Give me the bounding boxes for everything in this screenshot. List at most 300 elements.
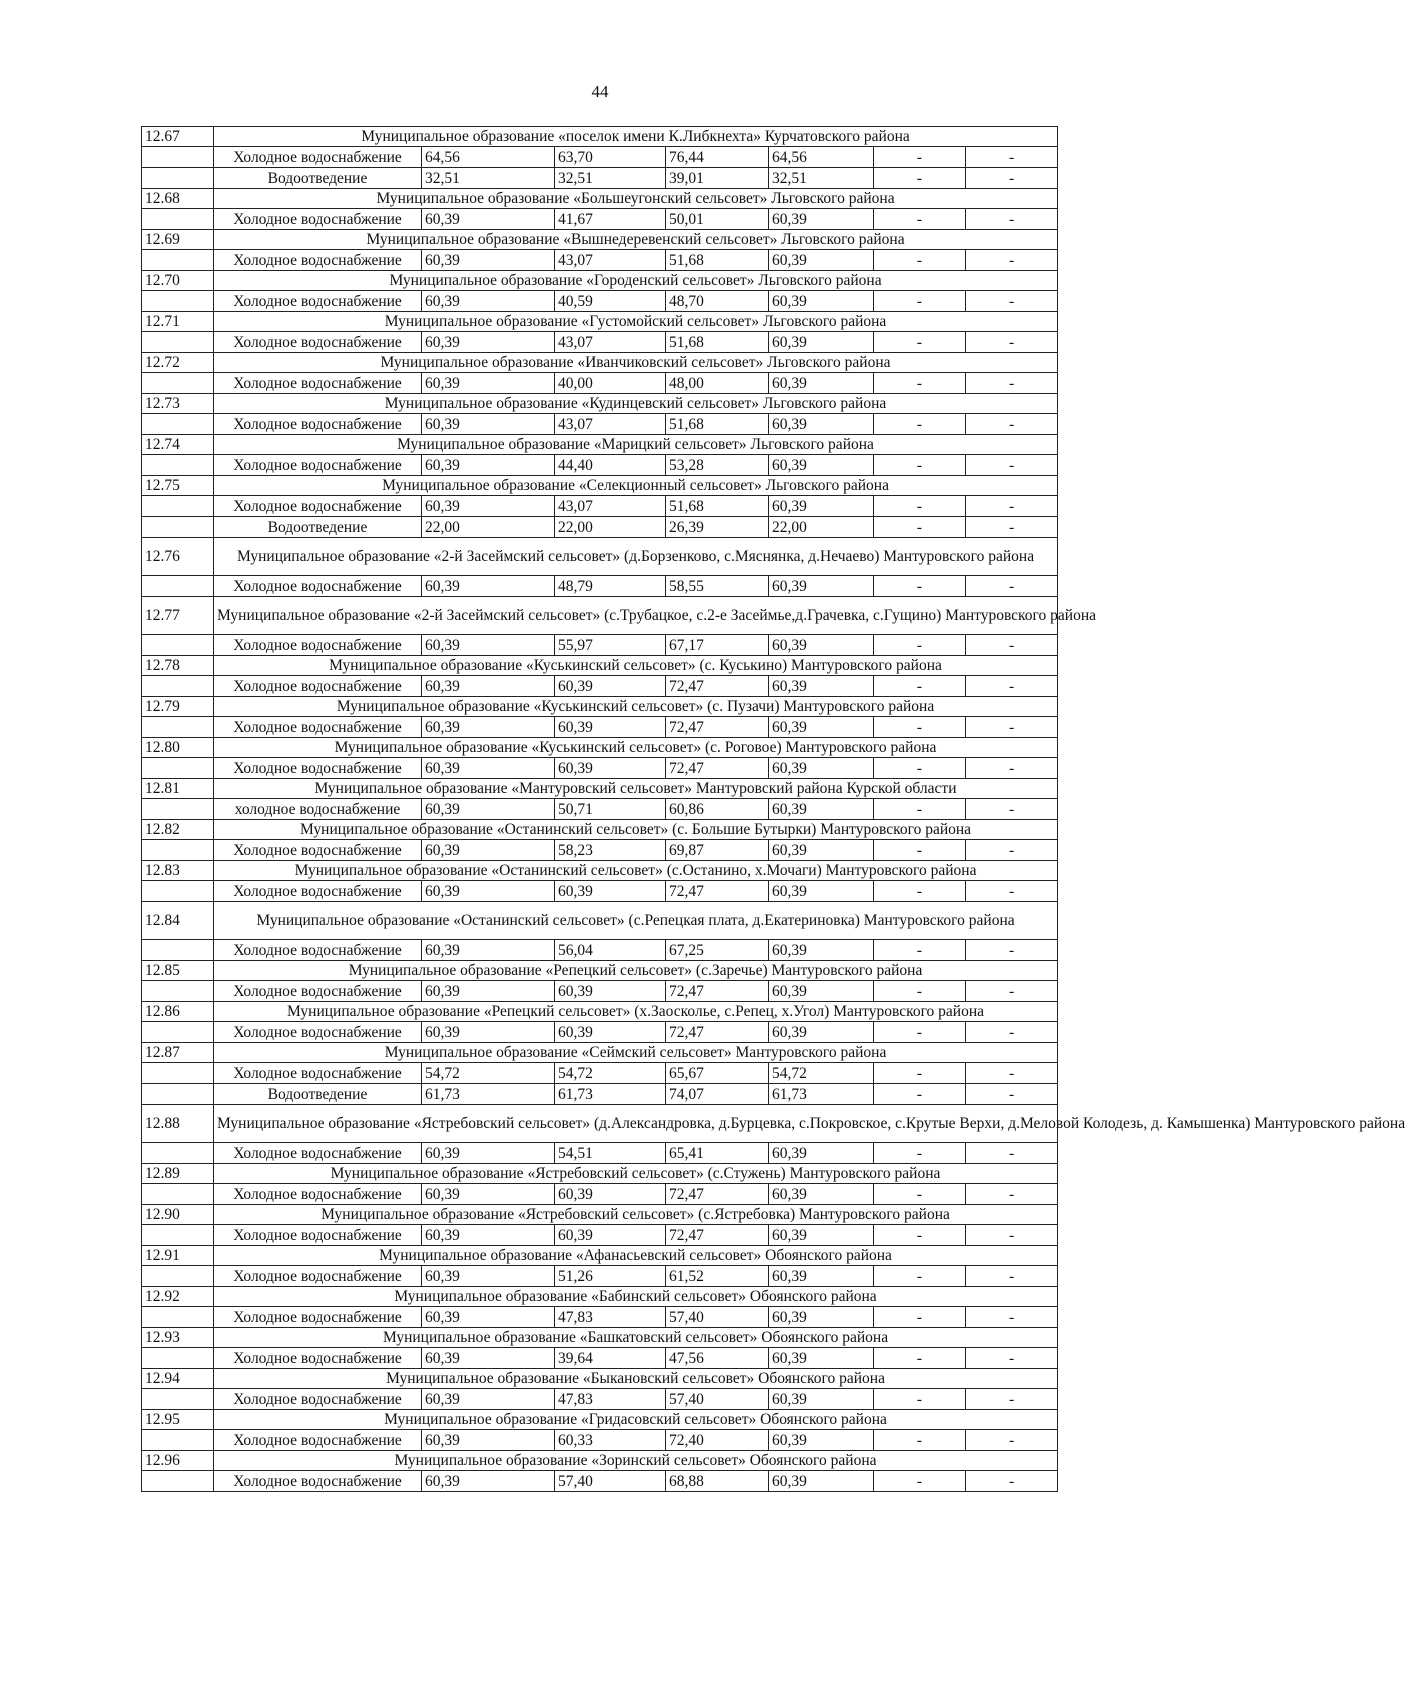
table-row bbox=[142, 1143, 1058, 1164]
empty-number-cell bbox=[142, 1307, 214, 1328]
empty-number-cell bbox=[142, 576, 214, 597]
service-name: Холодное водоснабжение bbox=[214, 676, 422, 697]
entry-title-row bbox=[142, 271, 1058, 291]
municipality-title: Муниципальное образование «Ястребовский сельсовет» (с.Ястребовка) Мантуровского района bbox=[214, 1205, 1058, 1225]
tariff-value-cell: - bbox=[874, 1022, 966, 1043]
tariff-value-cell: 67,17 bbox=[666, 635, 769, 656]
service-name: Холодное водоснабжение bbox=[214, 373, 422, 394]
tariff-value-cell: 60,33 bbox=[555, 1430, 666, 1451]
entry-number: 12.73 bbox=[142, 394, 214, 414]
tariff-value-cell: 60,39 bbox=[769, 676, 874, 697]
tariff-value-cell: 60,39 bbox=[769, 840, 874, 861]
tariff-value-cell: 50,01 bbox=[666, 209, 769, 230]
tariff-value-cell: 60,39 bbox=[422, 209, 555, 230]
entry-number: 12.67 bbox=[142, 127, 214, 147]
tariff-value-cell: 60,39 bbox=[422, 576, 555, 597]
municipality-title: Муниципальное образование «Городенский сельсовет» Льговского района bbox=[214, 271, 1058, 291]
tariff-value-cell: 76,44 bbox=[666, 147, 769, 168]
tariff-value-cell: 22,00 bbox=[422, 517, 555, 538]
tariff-value-cell: 48,00 bbox=[666, 373, 769, 394]
tariff-value-cell: 60,39 bbox=[555, 717, 666, 738]
entry-title-row bbox=[142, 189, 1058, 209]
service-name: Холодное водоснабжение bbox=[214, 291, 422, 312]
table-row bbox=[142, 1022, 1058, 1043]
entry-number: 12.78 bbox=[142, 656, 214, 676]
table-row bbox=[142, 881, 1058, 902]
entry-number: 12.72 bbox=[142, 353, 214, 373]
tariff-value-cell: 60,39 bbox=[422, 1266, 555, 1287]
tariff-value-cell: 48,70 bbox=[666, 291, 769, 312]
tariff-value-cell: 40,59 bbox=[555, 291, 666, 312]
entry-title-row bbox=[142, 1002, 1058, 1022]
entry-title-row bbox=[142, 476, 1058, 496]
tariff-value-cell: 51,68 bbox=[666, 332, 769, 353]
tariff-value-cell: - bbox=[966, 373, 1058, 394]
tariff-value-cell: - bbox=[874, 1063, 966, 1084]
empty-number-cell bbox=[142, 209, 214, 230]
municipality-title: Муниципальное образование «Ястребовский сельсовет» (с.Стужень) Мантуровского района bbox=[214, 1164, 1058, 1184]
tariff-value-cell: 60,39 bbox=[555, 981, 666, 1002]
tariff-value-cell: 58,23 bbox=[555, 840, 666, 861]
municipality-title: Муниципальное образование «Куськинский сельсовет» (с. Пузачи) Мантуровского района bbox=[214, 697, 1058, 717]
entry-number: 12.76 bbox=[142, 538, 214, 576]
municipality-title: Муниципальное образование «Репецкий сельсовет» (с.Заречье) Мантуровского района bbox=[214, 961, 1058, 981]
entry-number: 12.92 bbox=[142, 1287, 214, 1307]
tariff-value-cell: - bbox=[874, 635, 966, 656]
service-name: Холодное водоснабжение bbox=[214, 1063, 422, 1084]
service-name: Холодное водоснабжение bbox=[214, 209, 422, 230]
empty-number-cell bbox=[142, 1430, 214, 1451]
tariff-value-cell: 61,73 bbox=[555, 1084, 666, 1105]
tariff-value-cell: 63,70 bbox=[555, 147, 666, 168]
tariff-value-cell: - bbox=[966, 1184, 1058, 1205]
tariff-value-cell: - bbox=[874, 940, 966, 961]
entry-number: 12.82 bbox=[142, 820, 214, 840]
empty-number-cell bbox=[142, 1471, 214, 1492]
tariff-value-cell: 60,39 bbox=[555, 758, 666, 779]
municipality-title: Муниципальное образование «Мантуровский сельсовет» Мантуровский района Курской области bbox=[214, 779, 1058, 799]
tariff-value-cell: - bbox=[874, 799, 966, 820]
tariff-value-cell: - bbox=[874, 1084, 966, 1105]
table-row bbox=[142, 1266, 1058, 1287]
entry-title-row bbox=[142, 1328, 1058, 1348]
service-name: Холодное водоснабжение bbox=[214, 840, 422, 861]
tariff-value-cell: - bbox=[966, 147, 1058, 168]
tariff-value-cell: 39,01 bbox=[666, 168, 769, 189]
tariff-value-cell: 65,67 bbox=[666, 1063, 769, 1084]
table-row bbox=[142, 1348, 1058, 1369]
municipality-title: Муниципальное образование «Останинский сельсовет» (с.Репецкая плата, д.Екатериновка) Мантуровского района bbox=[214, 902, 1058, 940]
table-row bbox=[142, 496, 1058, 517]
entry-title-row bbox=[142, 1287, 1058, 1307]
tariff-value-cell: 72,40 bbox=[666, 1430, 769, 1451]
municipality-title: Муниципальное образование «Куськинский сельсовет» (с. Куськино) Мантуровского района bbox=[214, 656, 1058, 676]
tariff-value-cell: - bbox=[966, 1430, 1058, 1451]
tariff-value-cell: 64,56 bbox=[769, 147, 874, 168]
municipality-title: Муниципальное образование «Останинский сельсовет» (с.Останино, х.Мочаги) Мантуровского района bbox=[214, 861, 1058, 881]
tariff-value-cell: 69,87 bbox=[666, 840, 769, 861]
service-name: Холодное водоснабжение bbox=[214, 981, 422, 1002]
empty-number-cell bbox=[142, 332, 214, 353]
empty-number-cell bbox=[142, 1348, 214, 1369]
tariff-value-cell: 53,28 bbox=[666, 455, 769, 476]
tariff-value-cell: - bbox=[966, 1022, 1058, 1043]
tariff-value-cell: 32,51 bbox=[555, 168, 666, 189]
entry-number: 12.84 bbox=[142, 902, 214, 940]
municipality-title: Муниципальное образование «Густомойский сельсовет» Льговского района bbox=[214, 312, 1058, 332]
tariff-value-cell: 57,40 bbox=[555, 1471, 666, 1492]
tariff-value-cell: - bbox=[966, 635, 1058, 656]
table-row bbox=[142, 1389, 1058, 1410]
tariff-value-cell: - bbox=[966, 1063, 1058, 1084]
tariff-value-cell: 60,39 bbox=[555, 1225, 666, 1246]
tariff-value-cell: 32,51 bbox=[769, 168, 874, 189]
tariff-value-cell: - bbox=[966, 209, 1058, 230]
entry-number: 12.88 bbox=[142, 1105, 214, 1143]
municipality-title: Муниципальное образование «Куськинский сельсовет» (с. Роговое) Мантуровского района bbox=[214, 738, 1058, 758]
empty-number-cell bbox=[142, 455, 214, 476]
tariff-value-cell: 22,00 bbox=[769, 517, 874, 538]
tariff-value-cell: 22,00 bbox=[555, 517, 666, 538]
table-row bbox=[142, 758, 1058, 779]
tariff-value-cell: - bbox=[966, 250, 1058, 271]
tariff-value-cell: 60,39 bbox=[422, 676, 555, 697]
tariff-value-cell: 60,39 bbox=[422, 1389, 555, 1410]
municipality-title: Муниципальное образование «Ястребовский сельсовет» (д.Александровка, д.Бурцевка, с.Покровское, с.Крутые Верхи, д.Меловой Колодезь, д. Камышенка) Мантуровского района bbox=[214, 1105, 1058, 1143]
tariff-value-cell: 60,39 bbox=[769, 981, 874, 1002]
tariff-value-cell: 55,97 bbox=[555, 635, 666, 656]
tariff-value-cell: - bbox=[874, 1307, 966, 1328]
tariff-value-cell: 32,51 bbox=[422, 168, 555, 189]
table-row bbox=[142, 1471, 1058, 1492]
municipality-title: Муниципальное образование «Марицкий сельсовет» Льговского района bbox=[214, 435, 1058, 455]
tariff-value-cell: 60,39 bbox=[555, 1022, 666, 1043]
table-row bbox=[142, 676, 1058, 697]
tariff-value-cell: - bbox=[966, 758, 1058, 779]
tariff-value-cell: 60,39 bbox=[769, 1471, 874, 1492]
service-name: Холодное водоснабжение bbox=[214, 940, 422, 961]
table-row bbox=[142, 517, 1058, 538]
tariff-value-cell: 60,39 bbox=[769, 332, 874, 353]
service-name: Водоотведение bbox=[214, 1084, 422, 1105]
entry-number: 12.93 bbox=[142, 1328, 214, 1348]
tariff-value-cell: - bbox=[874, 717, 966, 738]
tariff-value-cell: 60,39 bbox=[422, 1184, 555, 1205]
entry-title-row bbox=[142, 353, 1058, 373]
empty-number-cell bbox=[142, 1266, 214, 1287]
service-name: Холодное водоснабжение bbox=[214, 635, 422, 656]
empty-number-cell bbox=[142, 799, 214, 820]
tariff-value-cell: - bbox=[966, 940, 1058, 961]
service-name: Холодное водоснабжение bbox=[214, 496, 422, 517]
tariff-value-cell: 60,39 bbox=[769, 1022, 874, 1043]
tariff-value-cell: 50,71 bbox=[555, 799, 666, 820]
entry-title-row bbox=[142, 820, 1058, 840]
tariff-value-cell: 60,39 bbox=[422, 1348, 555, 1369]
empty-number-cell bbox=[142, 373, 214, 394]
tariff-value-cell: 60,39 bbox=[769, 635, 874, 656]
tariff-value-cell: - bbox=[966, 799, 1058, 820]
tariff-value-cell: 58,55 bbox=[666, 576, 769, 597]
tariff-value-cell: 61,52 bbox=[666, 1266, 769, 1287]
municipality-title: Муниципальное образование «Вышнедеревенский сельсовет» Льговского района bbox=[214, 230, 1058, 250]
entry-number: 12.77 bbox=[142, 597, 214, 635]
tariff-value-cell: - bbox=[874, 840, 966, 861]
table-row bbox=[142, 209, 1058, 230]
entry-number: 12.80 bbox=[142, 738, 214, 758]
entry-title-row bbox=[142, 902, 1058, 940]
entry-number: 12.96 bbox=[142, 1451, 214, 1471]
tariff-value-cell: 57,40 bbox=[666, 1389, 769, 1410]
tariff-value-cell: - bbox=[966, 1389, 1058, 1410]
tariff-value-cell: 60,39 bbox=[422, 1430, 555, 1451]
tariff-value-cell: 65,41 bbox=[666, 1143, 769, 1164]
tariff-value-cell: - bbox=[966, 1266, 1058, 1287]
empty-number-cell bbox=[142, 717, 214, 738]
table-row bbox=[142, 1430, 1058, 1451]
entry-title-row bbox=[142, 230, 1058, 250]
tariff-value-cell: - bbox=[874, 1266, 966, 1287]
empty-number-cell bbox=[142, 1389, 214, 1410]
tariff-value-cell: - bbox=[966, 332, 1058, 353]
tariff-value-cell: - bbox=[874, 517, 966, 538]
tariff-value-cell: - bbox=[966, 168, 1058, 189]
service-name: Холодное водоснабжение bbox=[214, 1225, 422, 1246]
entry-title-row bbox=[142, 435, 1058, 455]
municipality-title: Муниципальное образование «Репецкий сельсовет» (х.Заосколье, с.Репец, х.Угол) Мантуровского района bbox=[214, 1002, 1058, 1022]
entry-number: 12.87 bbox=[142, 1043, 214, 1063]
tariff-table bbox=[141, 126, 1405, 1492]
service-name: Холодное водоснабжение bbox=[214, 1430, 422, 1451]
table-row bbox=[142, 717, 1058, 738]
tariff-value-cell: 54,72 bbox=[422, 1063, 555, 1084]
municipality-title: Муниципальное образование «Гридасовский сельсовет» Обоянского района bbox=[214, 1410, 1058, 1430]
tariff-value-cell: - bbox=[874, 414, 966, 435]
service-name: Холодное водоснабжение bbox=[214, 1307, 422, 1328]
municipality-title: Муниципальное образование «Бабинский сельсовет» Обоянского района bbox=[214, 1287, 1058, 1307]
tariff-value-cell: 60,39 bbox=[769, 291, 874, 312]
tariff-value-cell: - bbox=[874, 332, 966, 353]
tariff-value-cell: 60,39 bbox=[769, 1389, 874, 1410]
entry-title-row bbox=[142, 1451, 1058, 1471]
table-row bbox=[142, 576, 1058, 597]
entry-number: 12.69 bbox=[142, 230, 214, 250]
tariff-value-cell: 26,39 bbox=[666, 517, 769, 538]
table-row bbox=[142, 981, 1058, 1002]
tariff-value-cell: 72,47 bbox=[666, 1022, 769, 1043]
empty-number-cell bbox=[142, 981, 214, 1002]
tariff-value-cell: - bbox=[874, 373, 966, 394]
tariff-value-cell: 60,39 bbox=[422, 332, 555, 353]
service-name: Холодное водоснабжение bbox=[214, 147, 422, 168]
tariff-value-cell: 60,39 bbox=[769, 414, 874, 435]
table-row bbox=[142, 332, 1058, 353]
empty-number-cell bbox=[142, 881, 214, 902]
tariff-value-cell: 43,07 bbox=[555, 250, 666, 271]
tariff-value-cell: 72,47 bbox=[666, 1184, 769, 1205]
tariff-value-cell: 60,39 bbox=[555, 881, 666, 902]
entry-number: 12.70 bbox=[142, 271, 214, 291]
tariff-value-cell: 51,68 bbox=[666, 414, 769, 435]
tariff-value-cell: 60,39 bbox=[769, 799, 874, 820]
tariff-value-cell: 60,39 bbox=[769, 576, 874, 597]
entry-title-row bbox=[142, 779, 1058, 799]
empty-number-cell bbox=[142, 758, 214, 779]
tariff-value-cell: 60,39 bbox=[422, 1143, 555, 1164]
entry-number: 12.79 bbox=[142, 697, 214, 717]
tariff-value-cell: - bbox=[966, 455, 1058, 476]
tariff-value-cell: - bbox=[874, 168, 966, 189]
tariff-value-cell: 60,39 bbox=[422, 717, 555, 738]
tariff-value-cell: 54,72 bbox=[555, 1063, 666, 1084]
table-row bbox=[142, 840, 1058, 861]
tariff-value-cell: - bbox=[966, 1225, 1058, 1246]
tariff-value-cell: 60,39 bbox=[422, 1225, 555, 1246]
tariff-value-cell: - bbox=[874, 1184, 966, 1205]
municipality-title: Муниципальное образование «Селекционный сельсовет» Льговского района bbox=[214, 476, 1058, 496]
tariff-value-cell: 60,39 bbox=[422, 840, 555, 861]
tariff-value-cell: - bbox=[874, 291, 966, 312]
tariff-value-cell: - bbox=[874, 496, 966, 517]
table-row bbox=[142, 147, 1058, 168]
tariff-value-cell: 51,68 bbox=[666, 250, 769, 271]
entry-number: 12.81 bbox=[142, 779, 214, 799]
tariff-value-cell: 60,86 bbox=[666, 799, 769, 820]
tariff-value-cell: 60,39 bbox=[769, 1143, 874, 1164]
tariff-value-cell: 60,39 bbox=[769, 1348, 874, 1369]
tariff-value-cell: - bbox=[966, 676, 1058, 697]
service-name: Холодное водоснабжение bbox=[214, 1348, 422, 1369]
tariff-value-cell: 60,39 bbox=[769, 209, 874, 230]
entry-title-row bbox=[142, 312, 1058, 332]
entry-number: 12.85 bbox=[142, 961, 214, 981]
service-name: Холодное водоснабжение bbox=[214, 414, 422, 435]
service-name: Холодное водоснабжение bbox=[214, 881, 422, 902]
tariff-value-cell: - bbox=[874, 209, 966, 230]
entry-title-row bbox=[142, 1410, 1058, 1430]
tariff-value-cell: 39,64 bbox=[555, 1348, 666, 1369]
municipality-title: Муниципальное образование «поселок имени К.Либкнехта» Курчатовского района bbox=[214, 127, 1058, 147]
tariff-value-cell: - bbox=[966, 1307, 1058, 1328]
table-row bbox=[142, 635, 1058, 656]
tariff-value-cell: - bbox=[874, 455, 966, 476]
tariff-value-cell: 72,47 bbox=[666, 981, 769, 1002]
tariff-value-cell: 60,39 bbox=[422, 414, 555, 435]
tariff-value-cell: - bbox=[874, 981, 966, 1002]
municipality-title: Муниципальное образование «Сеймский сельсовет» Мантуровского района bbox=[214, 1043, 1058, 1063]
table-row bbox=[142, 414, 1058, 435]
empty-number-cell bbox=[142, 414, 214, 435]
tariff-value-cell: - bbox=[966, 1143, 1058, 1164]
empty-number-cell bbox=[142, 496, 214, 517]
empty-number-cell bbox=[142, 291, 214, 312]
tariff-value-cell: - bbox=[874, 676, 966, 697]
tariff-value-cell: - bbox=[874, 758, 966, 779]
service-name: Холодное водоснабжение bbox=[214, 332, 422, 353]
tariff-value-cell: 72,47 bbox=[666, 1225, 769, 1246]
empty-number-cell bbox=[142, 168, 214, 189]
tariff-value-cell: 60,39 bbox=[769, 455, 874, 476]
tariff-value-cell: 72,47 bbox=[666, 717, 769, 738]
entry-title-row bbox=[142, 738, 1058, 758]
service-name: Холодное водоснабжение bbox=[214, 1266, 422, 1287]
tariff-value-cell: - bbox=[874, 1225, 966, 1246]
tariff-value-cell: 47,56 bbox=[666, 1348, 769, 1369]
tariff-value-cell: - bbox=[874, 1143, 966, 1164]
tariff-value-cell: 44,40 bbox=[555, 455, 666, 476]
tariff-value-cell: 72,47 bbox=[666, 881, 769, 902]
tariff-value-cell: 56,04 bbox=[555, 940, 666, 961]
table-row bbox=[142, 1084, 1058, 1105]
tariff-value-cell: 60,39 bbox=[769, 373, 874, 394]
tariff-value-cell: - bbox=[966, 881, 1058, 902]
entry-title-row bbox=[142, 538, 1058, 576]
tariff-value-cell: 60,39 bbox=[422, 291, 555, 312]
tariff-value-cell: 60,39 bbox=[422, 758, 555, 779]
page-number: 44 bbox=[591, 82, 609, 101]
empty-number-cell bbox=[142, 840, 214, 861]
tariff-value-cell: - bbox=[966, 496, 1058, 517]
tariff-value-cell: 57,40 bbox=[666, 1307, 769, 1328]
entry-title-row bbox=[142, 127, 1058, 147]
tariff-value-cell: 60,39 bbox=[769, 717, 874, 738]
tariff-value-cell: 54,72 bbox=[769, 1063, 874, 1084]
entry-title-row bbox=[142, 1105, 1058, 1143]
service-name: Холодное водоснабжение bbox=[214, 1143, 422, 1164]
table-row bbox=[142, 799, 1058, 820]
service-name: Водоотведение bbox=[214, 168, 422, 189]
tariff-value-cell: - bbox=[966, 517, 1058, 538]
entry-number: 12.94 bbox=[142, 1369, 214, 1389]
tariff-value-cell: 60,39 bbox=[769, 1225, 874, 1246]
tariff-value-cell: 72,47 bbox=[666, 758, 769, 779]
empty-number-cell bbox=[142, 1063, 214, 1084]
empty-number-cell bbox=[142, 1184, 214, 1205]
table-row bbox=[142, 1225, 1058, 1246]
tariff-value-cell: 60,39 bbox=[769, 758, 874, 779]
service-name: Водоотведение bbox=[214, 517, 422, 538]
empty-number-cell bbox=[142, 1022, 214, 1043]
tariff-value-cell: 60,39 bbox=[422, 455, 555, 476]
tariff-value-cell: 48,79 bbox=[555, 576, 666, 597]
municipality-title: Муниципальное образование «2-й Засеймский сельсовет» (с.Трубацкое, с.2-е Засеймье,д.Грачевка, с.Гущино) Мантуровского района bbox=[214, 597, 1058, 635]
tariff-value-cell: 60,39 bbox=[422, 373, 555, 394]
entry-number: 12.90 bbox=[142, 1205, 214, 1225]
service-name: Холодное водоснабжение bbox=[214, 717, 422, 738]
entry-number: 12.91 bbox=[142, 1246, 214, 1266]
empty-number-cell bbox=[142, 147, 214, 168]
tariff-value-cell: 51,26 bbox=[555, 1266, 666, 1287]
tariff-value-cell: 68,88 bbox=[666, 1471, 769, 1492]
entry-title-row bbox=[142, 961, 1058, 981]
tariff-value-cell: 60,39 bbox=[422, 881, 555, 902]
table-row bbox=[142, 940, 1058, 961]
tariff-value-cell: 60,39 bbox=[769, 1307, 874, 1328]
tariff-value-cell: 60,39 bbox=[422, 250, 555, 271]
table-row bbox=[142, 250, 1058, 271]
table-row bbox=[142, 1184, 1058, 1205]
tariff-value-cell: 74,07 bbox=[666, 1084, 769, 1105]
municipality-title: Муниципальное образование «Башкатовский сельсовет» Обоянского района bbox=[214, 1328, 1058, 1348]
tariff-value-cell: 60,39 bbox=[769, 881, 874, 902]
tariff-value-cell: 43,07 bbox=[555, 332, 666, 353]
tariff-value-cell: - bbox=[966, 1084, 1058, 1105]
table-row bbox=[142, 168, 1058, 189]
tariff-value-cell: 60,39 bbox=[422, 496, 555, 517]
municipality-title: Муниципальное образование «Зоринский сельсовет» Обоянского района bbox=[214, 1451, 1058, 1471]
tariff-value-cell: 51,68 bbox=[666, 496, 769, 517]
tariff-value-cell: - bbox=[966, 840, 1058, 861]
